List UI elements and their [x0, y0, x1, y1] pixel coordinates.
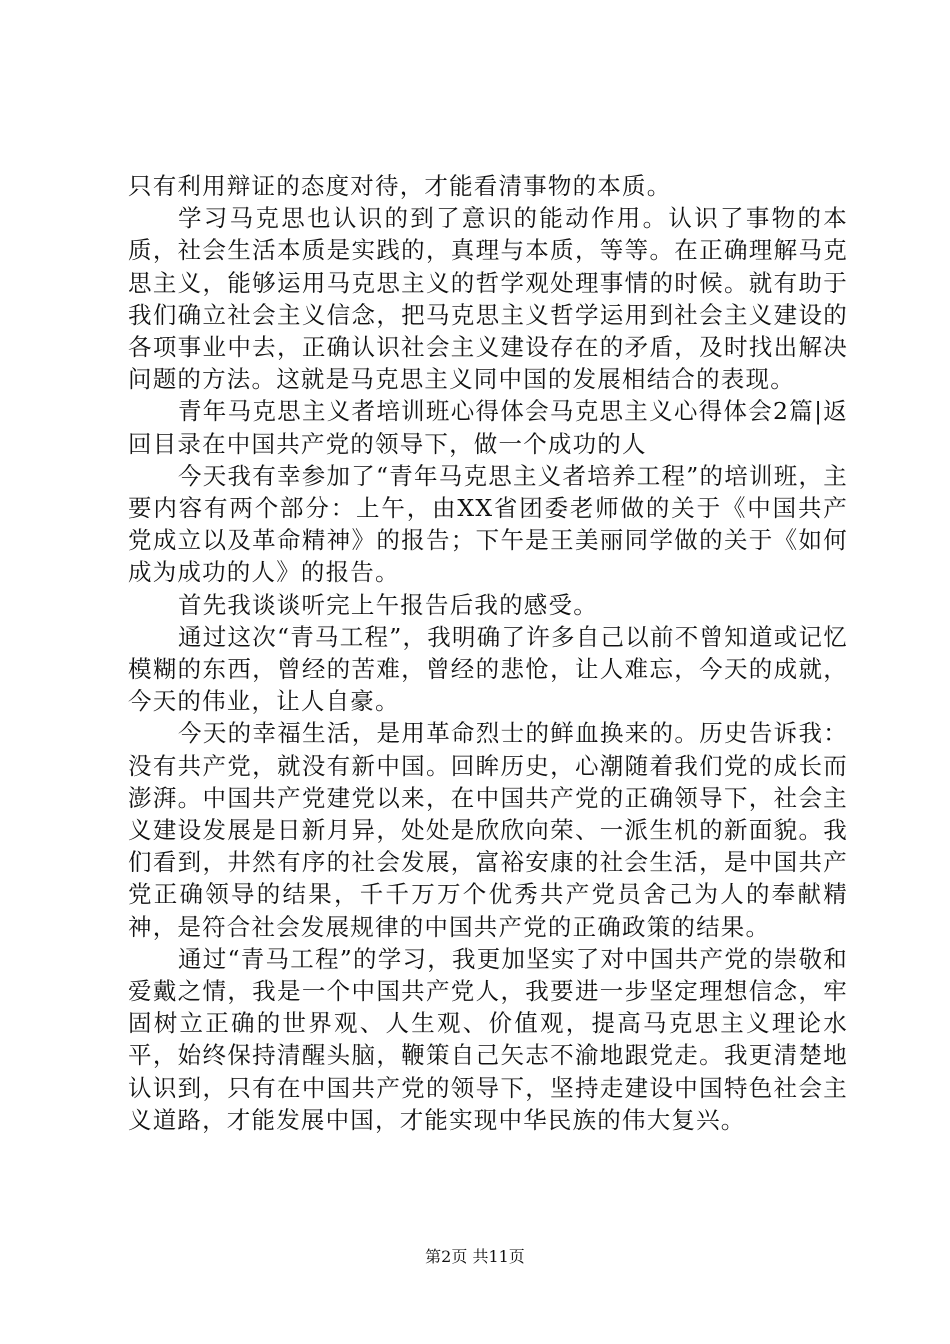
page-number: 第2页 共11页 [425, 1247, 525, 1266]
paragraph: 通过这次“青马工程”，我明确了许多自己以前不曾知道或记忆模糊的东西，曾经的苦难，曾经的悲怆，让人难忘，今天的成就，今天的伟业，让人自豪。 [128, 622, 848, 716]
paragraph-continuation: 只有利用辩证的态度对待，才能看清事物的本质。 [128, 172, 672, 200]
section-heading: 青年马克思主义者培训班心得体会马克思主义心得体会2篇|返回目录在中国共产党的领导下，做一个成功的人 [128, 397, 848, 458]
paragraph: 首先我谈谈听完上午报告后我的感受。 [178, 590, 598, 619]
document-body [128, 170, 848, 1136]
paragraph: 今天的幸福生活，是用革命烈士的鲜血换来的。历史告诉我：没有共产党，就没有新中国。回眸历史，心潮随着我们党的成长而澎湃。中国共产党建党以来，在中国共产党的正确领导下，社会主义建设发展是日新月异，处处是欣欣向荣、一派生机的新面貌。我们看到，井然有序的社会发展，富裕安康的社会生活，是中国共产党正确领导的结果，千千万万个优秀共产党员舍己为人的奉献精神，是符合社会发展规律的中国共产党的正确政策的结果。 [128, 719, 848, 941]
paragraph: 学习马克思也认识的到了意识的能动作用。认识了事物的本质，社会生活本质是实践的，真理与本质，等等。在正确理解马克思主义，能够运用马克思主义的哲学观处理事情的时候。就有助于我们确立社会主义信念，把马克思主义哲学运用到社会主义建设的各项事业中去，正确认识社会主义建设存在的矛盾，及时找出解决问题的方法。这就是马克思主义同中国的发展相结合的表现。 [128, 204, 848, 394]
paragraph: 通过“青马工程”的学习，我更加坚实了对中国共产党的崇敬和爱戴之情，我是一个中国共产党人，我要进一步坚定理想信念，牢固树立正确的世界观、人生观、价值观，提高马克思主义理论水平，始终保持清醒头脑，鞭策自己矢志不渝地跟党走。我更清楚地认识到，只有在中国共产党的领导下，坚持走建设中国特色社会主义道路，才能发展中国，才能实现中华民族的伟大复兴。 [128, 944, 848, 1134]
page-footer [0, 1244, 950, 1267]
paragraph: 今天我有幸参加了“青年马克思主义者培养工程”的培训班，主要内容有两个部分：上午，由XX省团委老师做的关于《中国共产党成立以及革命精神》的报告；下午是王美丽同学做的关于《如何成为成功的人》的报告。 [128, 461, 848, 587]
